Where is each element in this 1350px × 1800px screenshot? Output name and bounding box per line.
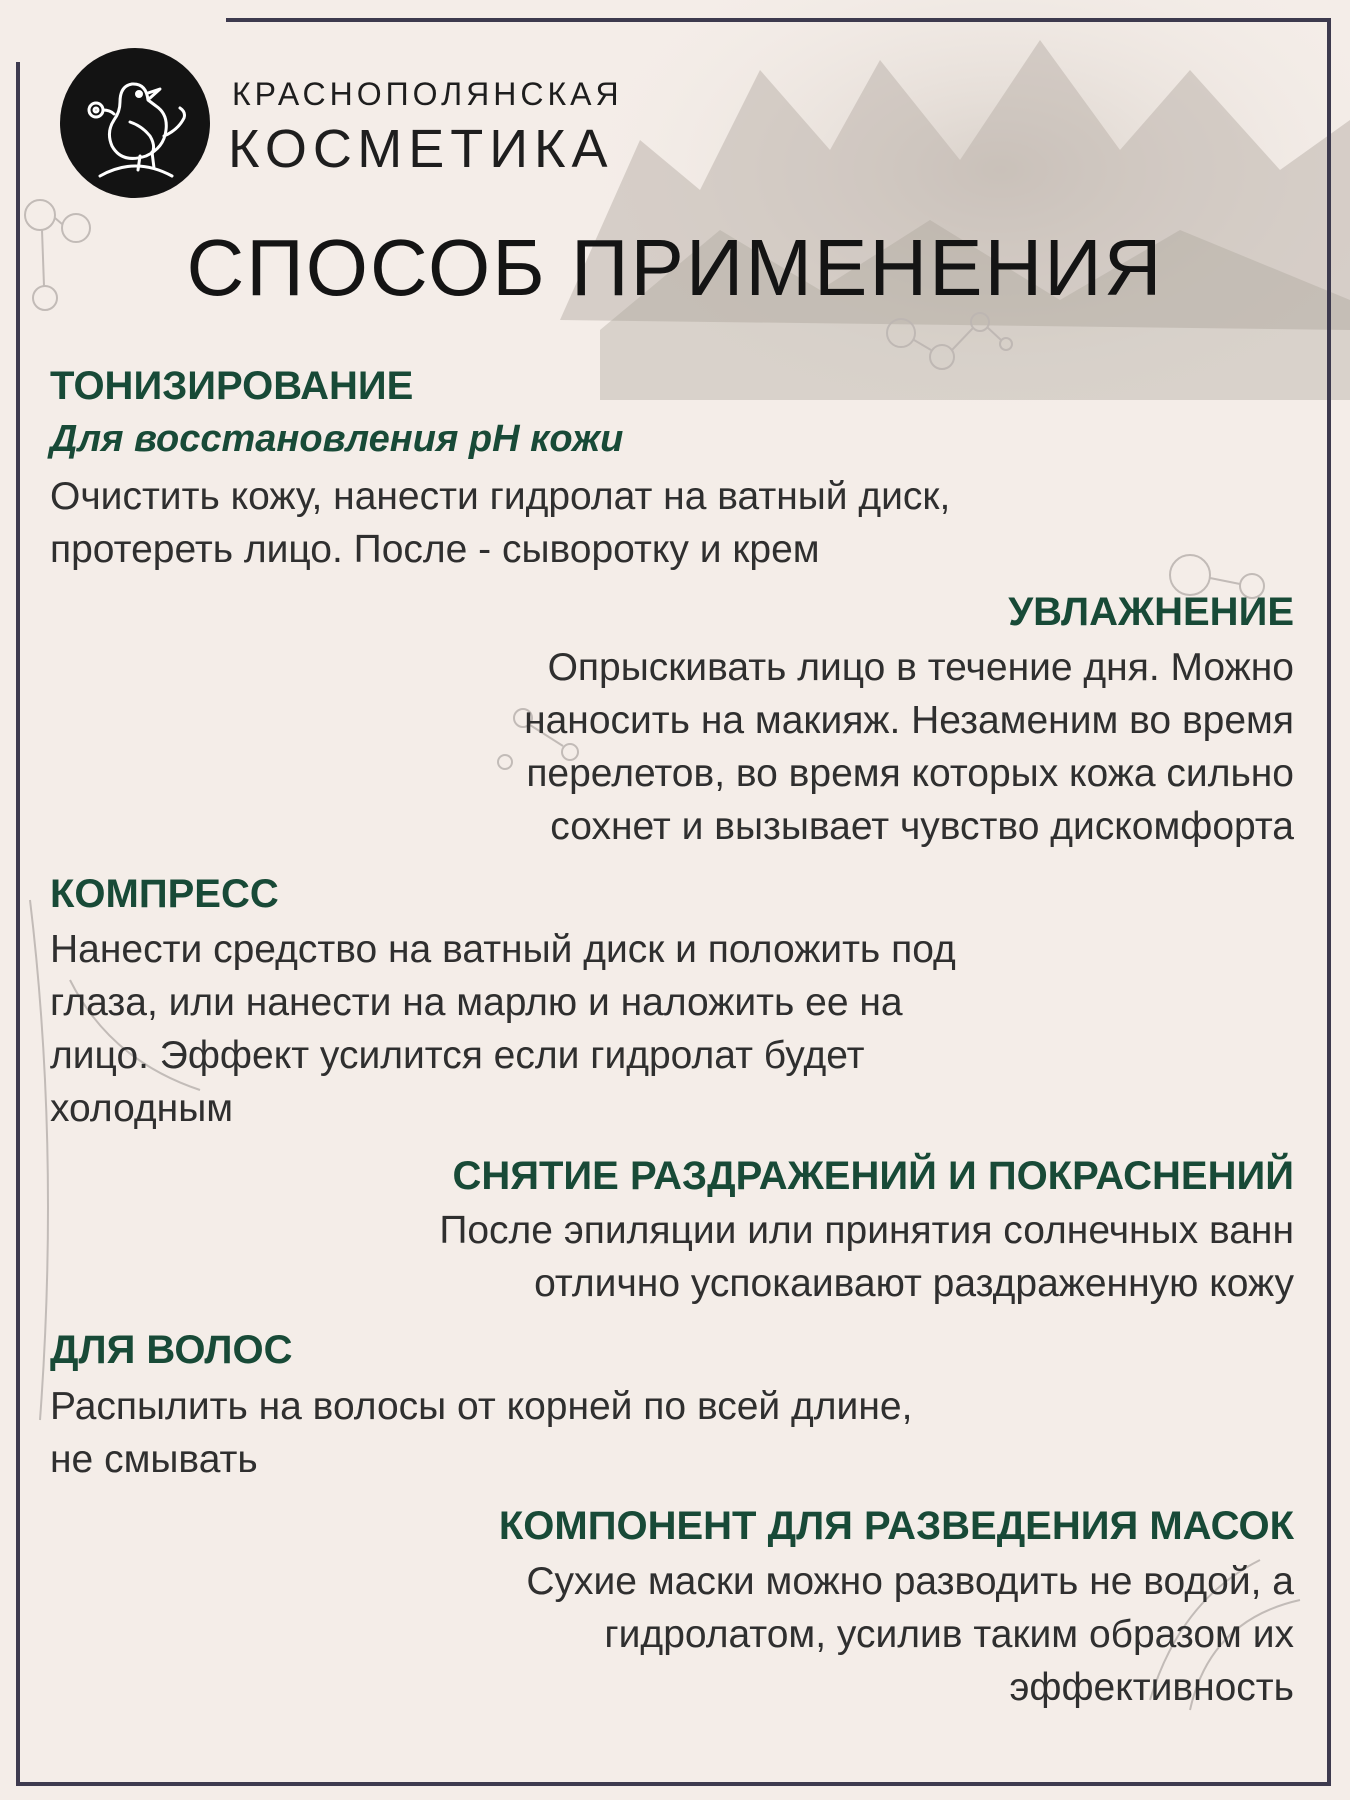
section-heading-hair: ДЛЯ ВОЛОС	[50, 1328, 293, 1372]
text-line: Сухие маски можно разводить не водой, а	[526, 1560, 1294, 1603]
text-line: глаза, или нанести на марлю и наложить ее на	[50, 981, 903, 1024]
brand-logo	[60, 48, 210, 198]
text-line: протереть лицо. После - сыворотку и крем	[50, 528, 820, 571]
text-line: Очистить кожу, нанести гидролат на ватный диск,	[50, 475, 951, 518]
section-heading-irritation: СНЯТИЕ РАЗДРАЖЕНИЙ И ПОКРАСНЕНИЙ	[452, 1154, 1294, 1198]
text-line: наносить на макияж. Незаменим во время	[524, 699, 1294, 742]
text-line: Распылить на волосы от корней по всей длине,	[50, 1385, 913, 1428]
section-text-moisturizing	[524, 641, 1294, 853]
brand-name-line1: КРАСНОПОЛЯНСКАЯ	[232, 76, 623, 112]
section-subheading-toning: Для восстановления pH кожи	[50, 418, 624, 460]
text-line: После эпиляции или принятия солнечных ванн	[439, 1209, 1294, 1252]
frame-left-border	[16, 62, 20, 1786]
text-line: холодным	[50, 1087, 234, 1130]
section-heading-compress: КОМПРЕСС	[50, 872, 279, 916]
section-text-compress	[50, 923, 956, 1135]
section-heading-toning: ТОНИЗИРОВАНИЕ	[50, 364, 414, 408]
section-text-masks	[526, 1555, 1294, 1714]
section-text-irritation	[439, 1204, 1294, 1310]
text-line: отлично успокаивают раздраженную кожу	[534, 1262, 1294, 1305]
frame-bottom-border	[16, 1782, 1331, 1786]
text-line: сохнет и вызывает чувство дискомфорта	[550, 805, 1294, 848]
text-line: эффективность	[1009, 1666, 1294, 1709]
section-text-toning	[50, 470, 950, 576]
text-line: Нанести средство на ватный диск и положить под	[50, 928, 956, 971]
text-line: перелетов, во время которых кожа сильно	[526, 752, 1294, 795]
text-line: Опрыскивать лицо в течение дня. Можно	[547, 646, 1294, 689]
frame-top-border	[226, 18, 1331, 22]
section-heading-masks: КОМПОНЕНТ ДЛЯ РАЗВЕДЕНИЯ МАСОК	[498, 1504, 1294, 1548]
page-title: СПОСОБ ПРИМЕНЕНИЯ	[186, 223, 1164, 312]
text-line: гидролатом, усилив таким образом их	[604, 1613, 1294, 1656]
brand-name-line2: КОСМЕТИКА	[228, 119, 614, 179]
section-text-hair	[50, 1380, 912, 1486]
section-heading-moisturizing: УВЛАЖНЕНИЕ	[1008, 590, 1294, 634]
text-line: не смывать	[50, 1438, 258, 1481]
text-line: лицо. Эффект усилится если гидролат будет	[50, 1034, 865, 1077]
bird-icon	[60, 48, 210, 198]
